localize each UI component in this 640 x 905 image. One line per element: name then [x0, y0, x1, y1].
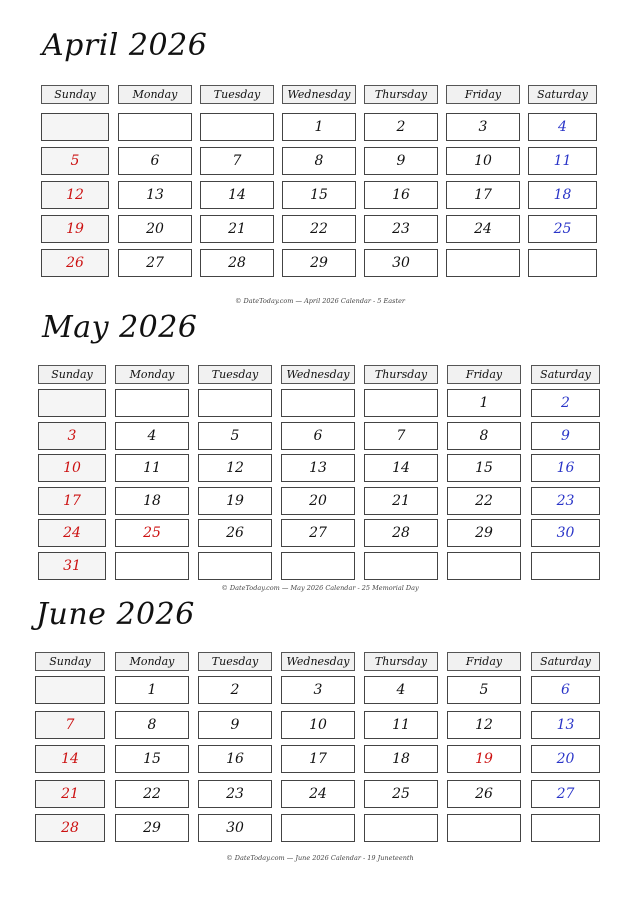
day-cell[interactable]: 15 — [115, 745, 189, 773]
day-cell[interactable]: 24 — [38, 519, 106, 547]
day-cell[interactable]: 2 — [531, 389, 600, 417]
day-cell[interactable]: 11 — [364, 711, 438, 739]
empty-day-cell[interactable] — [447, 814, 521, 842]
day-cell[interactable]: 7 — [200, 147, 274, 175]
day-cell[interactable]: 6 — [531, 676, 600, 704]
day-cell[interactable]: 8 — [447, 422, 521, 450]
day-cell[interactable]: 20 — [281, 487, 355, 515]
day-cell[interactable]: 27 — [531, 780, 600, 808]
day-cell[interactable]: 3 — [281, 676, 355, 704]
empty-day-cell[interactable] — [38, 389, 106, 417]
empty-day-cell[interactable] — [115, 552, 189, 580]
day-cell[interactable]: 28 — [200, 249, 274, 277]
day-cell[interactable]: 22 — [282, 215, 356, 243]
empty-day-cell[interactable] — [198, 552, 272, 580]
day-cell[interactable]: 23 — [198, 780, 272, 808]
day-cell[interactable]: 8 — [115, 711, 189, 739]
weekday-header-friday: Friday — [447, 652, 521, 671]
weekday-header-thursday: Thursday — [364, 85, 438, 104]
weekday-header-sunday: Sunday — [35, 652, 105, 671]
day-cell[interactable]: 1 — [282, 113, 356, 141]
day-cell[interactable]: 17 — [446, 181, 520, 209]
day-cell[interactable]: 18 — [364, 745, 438, 773]
weekday-header-monday: Monday — [118, 85, 192, 104]
day-cell[interactable]: 26 — [198, 519, 272, 547]
day-cell[interactable]: 28 — [364, 519, 438, 547]
weekday-header-sunday: Sunday — [41, 85, 109, 104]
weekday-header-sunday: Sunday — [38, 365, 106, 384]
empty-day-cell[interactable] — [528, 249, 597, 277]
empty-day-cell[interactable] — [198, 389, 272, 417]
day-cell[interactable]: 11 — [115, 454, 189, 482]
day-cell[interactable]: 7 — [35, 711, 105, 739]
empty-day-cell[interactable] — [118, 113, 192, 141]
day-cell[interactable]: 21 — [35, 780, 105, 808]
day-cell[interactable]: 18 — [528, 181, 597, 209]
day-cell[interactable]: 9 — [364, 147, 438, 175]
weekday-header-tuesday: Tuesday — [200, 85, 274, 104]
weekday-header-tuesday: Tuesday — [198, 652, 272, 671]
day-cell[interactable]: 14 — [35, 745, 105, 773]
weekday-header-wednesday: Wednesday — [281, 652, 355, 671]
empty-day-cell[interactable] — [364, 552, 438, 580]
day-cell[interactable]: 25 — [364, 780, 438, 808]
weekday-header-friday: Friday — [446, 85, 520, 104]
empty-day-cell[interactable] — [364, 389, 438, 417]
month-title: June 2026 — [36, 597, 195, 632]
day-cell[interactable]: 27 — [118, 249, 192, 277]
day-cell[interactable]: 29 — [282, 249, 356, 277]
day-cell[interactable]: 19 — [447, 745, 521, 773]
day-cell[interactable]: 16 — [198, 745, 272, 773]
weekday-header-saturday: Saturday — [531, 652, 600, 671]
weekday-header-thursday: Thursday — [364, 365, 438, 384]
calendar-footer-note: © DateToday.com — May 2026 Calendar - 25 Memorial Day — [221, 584, 419, 592]
empty-day-cell[interactable] — [115, 389, 189, 417]
day-cell[interactable]: 15 — [447, 454, 521, 482]
day-cell[interactable]: 18 — [115, 487, 189, 515]
day-cell[interactable]: 10 — [281, 711, 355, 739]
day-cell[interactable]: 25 — [115, 519, 189, 547]
day-cell[interactable]: 4 — [528, 113, 597, 141]
day-cell[interactable]: 13 — [531, 711, 600, 739]
day-cell[interactable]: 26 — [447, 780, 521, 808]
day-cell[interactable]: 10 — [38, 454, 106, 482]
day-cell[interactable]: 2 — [198, 676, 272, 704]
day-cell[interactable]: 29 — [447, 519, 521, 547]
day-cell[interactable]: 2 — [364, 113, 438, 141]
month-title: April 2026 — [42, 28, 208, 63]
weekday-header-thursday: Thursday — [364, 652, 438, 671]
day-cell[interactable]: 24 — [446, 215, 520, 243]
day-cell[interactable]: 17 — [281, 745, 355, 773]
day-cell[interactable]: 5 — [447, 676, 521, 704]
day-cell[interactable]: 15 — [282, 181, 356, 209]
empty-day-cell[interactable] — [41, 113, 109, 141]
day-cell[interactable]: 28 — [35, 814, 105, 842]
day-cell[interactable]: 13 — [281, 454, 355, 482]
day-cell[interactable]: 8 — [282, 147, 356, 175]
calendar-footer-note: © DateToday.com — June 2026 Calendar - 19 Juneteenth — [226, 854, 414, 862]
day-cell[interactable]: 4 — [115, 422, 189, 450]
day-cell[interactable]: 12 — [198, 454, 272, 482]
weekday-header-saturday: Saturday — [531, 365, 600, 384]
empty-day-cell[interactable] — [531, 814, 600, 842]
day-cell[interactable]: 31 — [38, 552, 106, 580]
day-cell[interactable]: 5 — [41, 147, 109, 175]
day-cell[interactable]: 16 — [364, 181, 438, 209]
day-cell[interactable]: 12 — [41, 181, 109, 209]
day-cell[interactable]: 9 — [531, 422, 600, 450]
weekday-header-saturday: Saturday — [528, 85, 597, 104]
day-cell[interactable]: 7 — [364, 422, 438, 450]
day-cell[interactable]: 17 — [38, 487, 106, 515]
day-cell[interactable]: 14 — [364, 454, 438, 482]
day-cell[interactable]: 12 — [447, 711, 521, 739]
day-cell[interactable]: 1 — [115, 676, 189, 704]
empty-day-cell[interactable] — [35, 676, 105, 704]
empty-day-cell[interactable] — [531, 552, 600, 580]
day-cell[interactable]: 27 — [281, 519, 355, 547]
empty-day-cell[interactable] — [281, 552, 355, 580]
day-cell[interactable]: 14 — [200, 181, 274, 209]
day-cell[interactable]: 21 — [364, 487, 438, 515]
day-cell[interactable]: 19 — [198, 487, 272, 515]
day-cell[interactable]: 30 — [364, 249, 438, 277]
day-cell[interactable]: 20 — [118, 215, 192, 243]
day-cell[interactable]: 22 — [115, 780, 189, 808]
weekday-header-monday: Monday — [115, 652, 189, 671]
day-cell[interactable]: 23 — [531, 487, 600, 515]
day-cell[interactable]: 3 — [446, 113, 520, 141]
day-cell[interactable]: 25 — [528, 215, 597, 243]
day-cell[interactable]: 6 — [118, 147, 192, 175]
day-cell[interactable]: 1 — [447, 389, 521, 417]
empty-day-cell[interactable] — [446, 249, 520, 277]
day-cell[interactable]: 11 — [528, 147, 597, 175]
weekday-header-wednesday: Wednesday — [282, 85, 356, 104]
day-cell[interactable]: 23 — [364, 215, 438, 243]
day-cell[interactable]: 10 — [446, 147, 520, 175]
day-cell[interactable]: 19 — [41, 215, 109, 243]
day-cell[interactable]: 3 — [38, 422, 106, 450]
day-cell[interactable]: 24 — [281, 780, 355, 808]
day-cell[interactable]: 29 — [115, 814, 189, 842]
calendar-footer-note: © DateToday.com — April 2026 Calendar - 5 Easter — [234, 297, 406, 305]
empty-day-cell[interactable] — [447, 552, 521, 580]
day-cell[interactable]: 16 — [531, 454, 600, 482]
day-cell[interactable]: 20 — [531, 745, 600, 773]
day-cell[interactable]: 26 — [41, 249, 109, 277]
day-cell[interactable]: 30 — [198, 814, 272, 842]
day-cell[interactable]: 21 — [200, 215, 274, 243]
empty-day-cell[interactable] — [200, 113, 274, 141]
weekday-header-wednesday: Wednesday — [281, 365, 355, 384]
month-title: May 2026 — [42, 310, 198, 345]
day-cell[interactable]: 22 — [447, 487, 521, 515]
day-cell[interactable]: 6 — [281, 422, 355, 450]
weekday-header-tuesday: Tuesday — [198, 365, 272, 384]
day-cell[interactable]: 4 — [364, 676, 438, 704]
day-cell[interactable]: 30 — [531, 519, 600, 547]
empty-day-cell[interactable] — [281, 814, 355, 842]
empty-day-cell[interactable] — [364, 814, 438, 842]
empty-day-cell[interactable] — [281, 389, 355, 417]
weekday-header-friday: Friday — [447, 365, 521, 384]
day-cell[interactable]: 13 — [118, 181, 192, 209]
day-cell[interactable]: 5 — [198, 422, 272, 450]
day-cell[interactable]: 9 — [198, 711, 272, 739]
weekday-header-monday: Monday — [115, 365, 189, 384]
